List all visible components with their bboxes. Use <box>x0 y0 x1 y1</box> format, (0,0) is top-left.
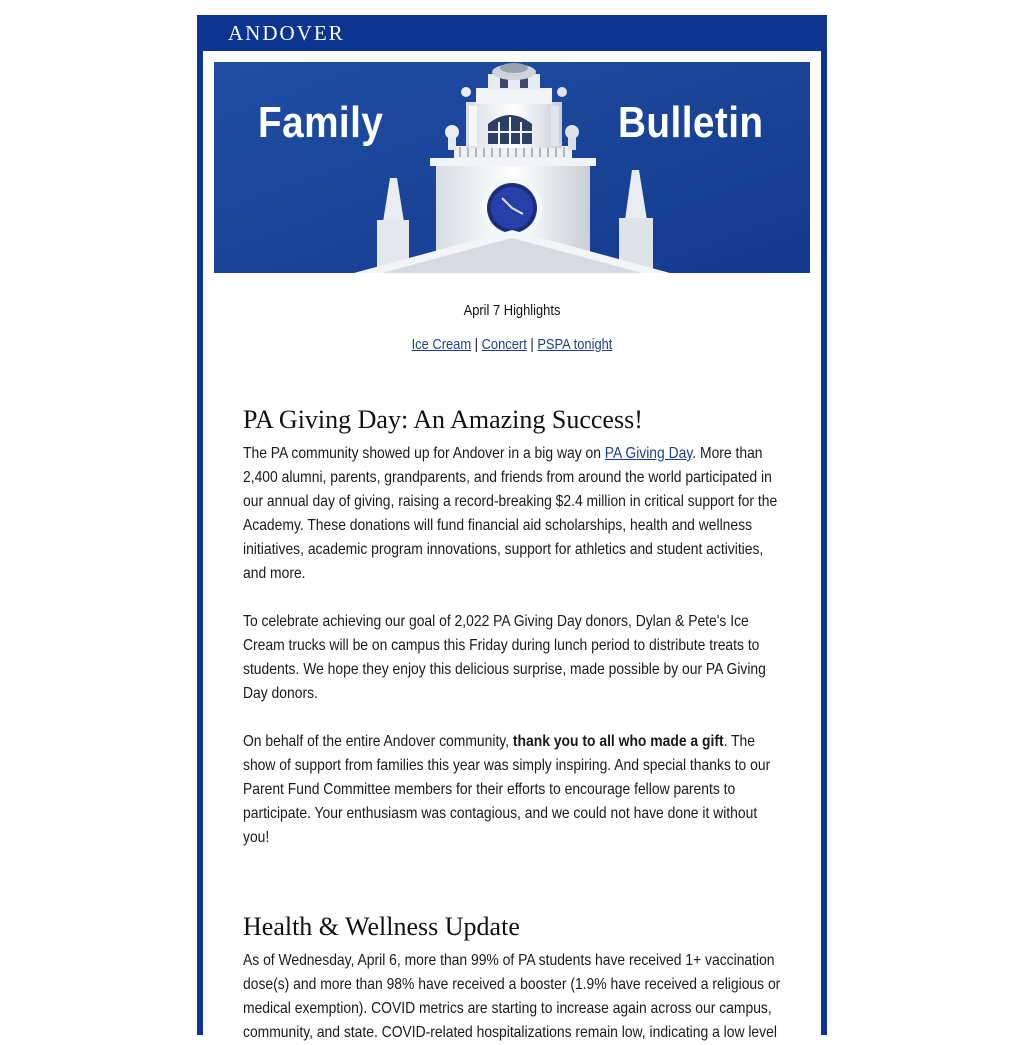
bulletin-frame <box>197 15 827 1041</box>
text: . More than 2,400 alumni, parents, grandparents, and friends from around the world participated in our annual day of giving, raising a record-breaking $2.4 million in critical support for the Academy. These donations will fund financial aid scholarships, health and wellness initiatives, academic program innovations, support for athletics and student activities, and more. <box>243 445 778 582</box>
separator: | <box>530 336 534 353</box>
separator: | <box>474 336 479 353</box>
paragraph <box>243 730 781 850</box>
link-concert[interactable]: Concert <box>481 336 527 353</box>
section-title-giving-day: PA Giving Day: An Amazing Success! <box>243 405 643 434</box>
paragraph: To celebrate achieving our goal of 2,022 PA Giving Day donors, Dylan & Pete's Ice Cream trucks will be on campus this Friday during lunch period to distribute treats to students. We hope they enjoy this delicious surprise, made possible by our PA Giving Day donors. <box>243 613 766 702</box>
bold-text: thank you to all who made a gift <box>512 733 724 750</box>
highlights-title: April 7 Highlights <box>463 302 561 319</box>
text: . The show of support from families this year was simply inspiring. And special thanks to our Parent Fund Committee members for their efforts to encourage fellow parents to participate. Your enthusiasm was contagious, and we could not have done it without you! <box>243 733 771 846</box>
paragraph: As of Wednesday, April 6, more than 99% of PA students have received 1+ vaccination dose(s) and more than 98% have received a booster (1.9% have received a religious or medical exemption). COVID metrics are starting to increase again across our campus, community, and state. COVID-related hospitalizations remain low, indicating a low level <box>243 952 781 1041</box>
bulletin-body <box>203 51 821 1041</box>
text: On behalf of the entire Andover community, <box>243 733 513 750</box>
brand-logo[interactable]: ANDOVER <box>228 21 345 45</box>
section-body-health <box>243 949 781 1045</box>
hero-banner <box>214 62 810 273</box>
section-body-giving-day <box>243 442 781 850</box>
section-title-health: Health & Wellness Update <box>243 912 520 941</box>
hero-title-bulletin: Bulletin <box>618 98 764 147</box>
paragraph <box>243 442 781 586</box>
link-ice-cream[interactable]: Ice Cream <box>411 336 472 353</box>
link-pa-giving-day[interactable]: PA Giving Day <box>604 445 693 462</box>
text: The PA community showed up for Andover in a big way on <box>243 445 605 462</box>
highlights-links <box>246 336 777 353</box>
header-bar <box>197 15 827 51</box>
clock-tower-illustration <box>214 62 810 273</box>
link-pspa-tonight[interactable]: PSPA tonight <box>537 336 613 353</box>
hero-title-family: Family <box>258 98 384 147</box>
